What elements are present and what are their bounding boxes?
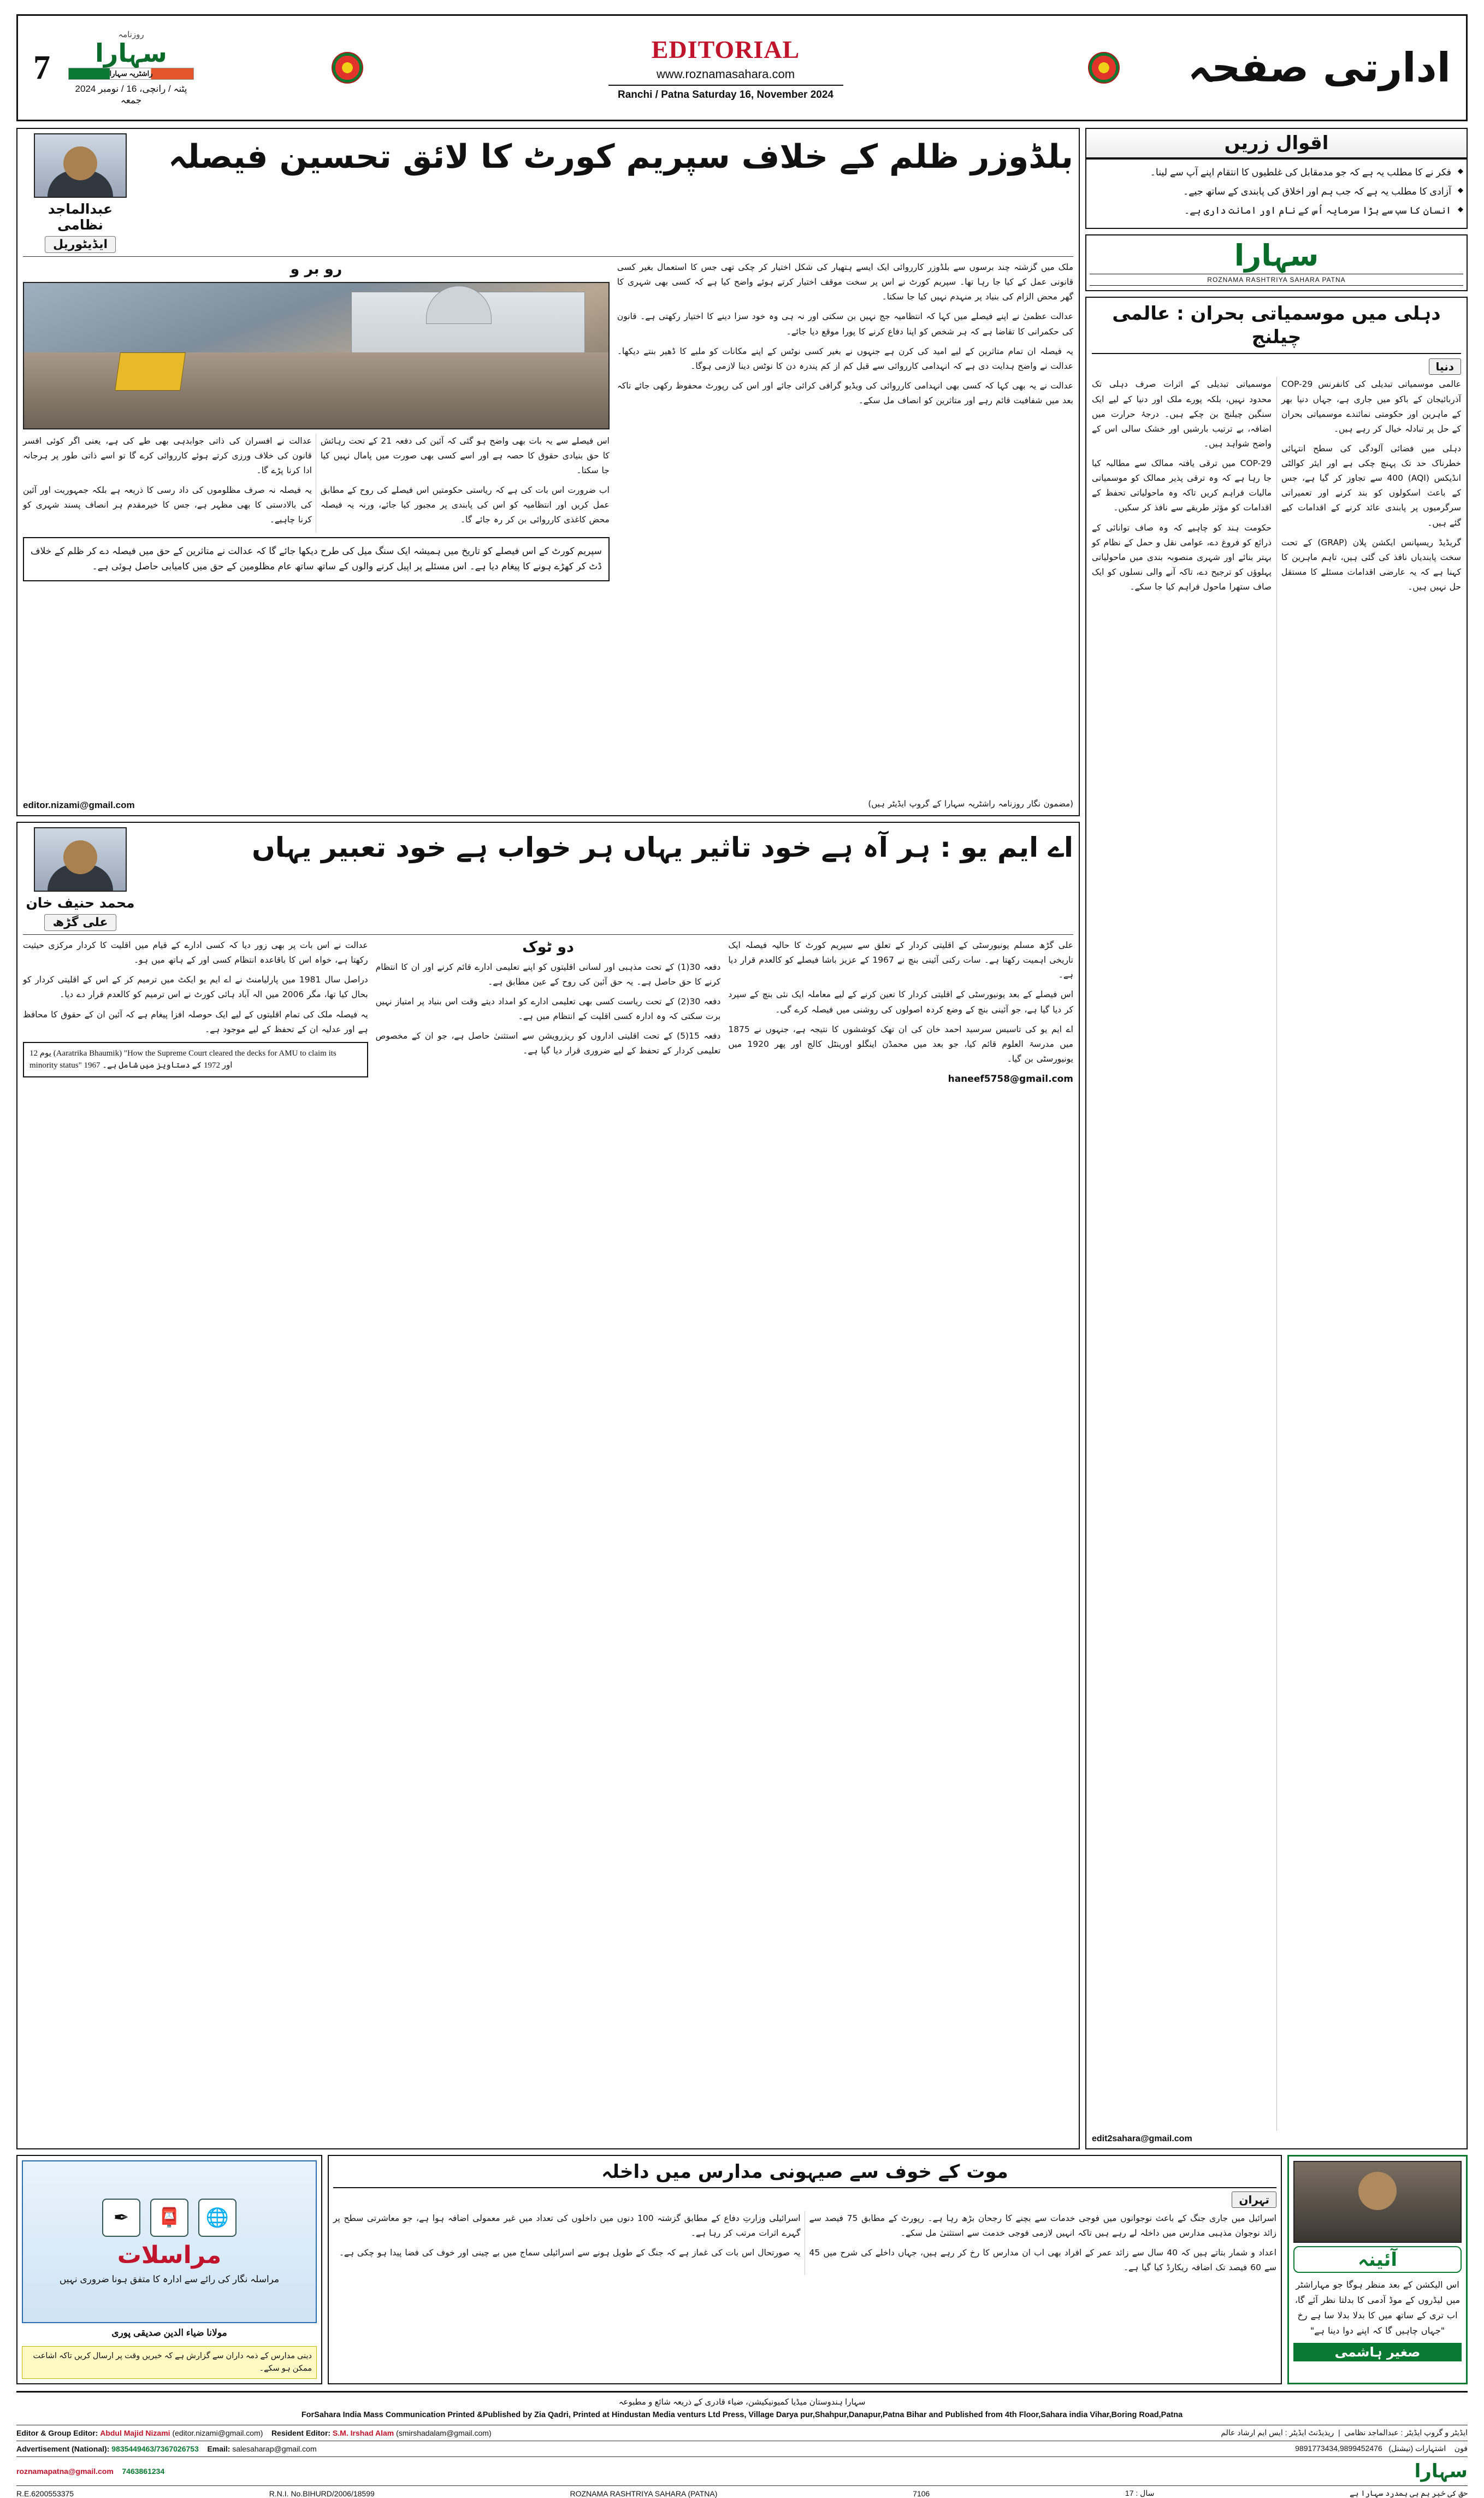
browser-icon: 🌐 <box>198 2199 237 2237</box>
murasalat-subtitle: مراسلہ نگار کی رائے سے ادارہ کا متفق ہونا ضروری نہیں <box>59 2273 280 2284</box>
paragraph: دہلی میں فضائی آلودگی کی سطح انتہائی خطرناک حد تک پہنچ چکی ہے اور ایئر کوالٹی انڈیکس (AQI) 400 سے تجاوز کر گیا ہے، جس کے باعث اسکولوں کو بند کرنے اور تعمیراتی سرگرمیوں پر پابندی عائد کرنے کے اقدامات کیے گئے ہیں۔ <box>1281 443 1461 528</box>
lead-signature: (مضمون نگار روزنامہ راشٹریہ سہارا کے گروپ ایڈیٹر ہیں) <box>868 798 1073 809</box>
divider <box>608 85 843 86</box>
logo-wordmark: سہارا <box>95 38 167 68</box>
lead-subhead: رو بر و <box>290 261 342 278</box>
aaina-column <box>1287 2155 1468 2384</box>
footer-logo: سہارا <box>1414 2460 1468 2483</box>
aaina-text: اس الیکشن کے بعد منظر ہوگا جو مہاراشٹر میں لیڈروں کے موڈ آدمی کا بدلتا نظر آئے گا، اب تری کے ساتھ میں کا بدلا بدلا سا ہے رخ "جہاں چاہیں گا کہ اپنے دوا دینا ہے" <box>1294 2279 1461 2336</box>
main-column <box>16 128 1080 2149</box>
bottom-strip <box>16 2155 1468 2384</box>
paragraph: یہ فیصلہ ملک کی تمام اقلیتوں کے لیے ایک حوصلہ افزا پیغام ہے کہ آئین ان کے حقوق کا محافظ ہے اور عدلیہ ان کے تحفظ کے لیے موجود ہے۔ <box>22 1009 368 1034</box>
amu-col-a <box>728 938 1073 2144</box>
aaina-photo <box>1293 2161 1462 2243</box>
lead-col-a <box>617 260 1073 793</box>
footer-urdu-resident: ریذیڈنٹ ایڈیٹر : ایس ایم ارشاد عالم <box>1221 2428 1334 2437</box>
footer-phone-label: فون <box>1454 2444 1468 2453</box>
author-photo <box>34 827 127 892</box>
footer-rni: R.N.I. No.BIHURD/2006/18599 <box>269 2489 375 2498</box>
madaris-title: موت کے خوف سے صیہونی مدارس میں داخلہ <box>333 2160 1276 2188</box>
amu-article <box>16 822 1080 2149</box>
murasalat-icons <box>102 2199 237 2237</box>
author-name: محمد حنیف خان <box>26 895 135 911</box>
demolition-photo <box>23 282 610 429</box>
advert-label: Advertisement (National): <box>16 2444 110 2453</box>
urdu-section-title: ادارتی صفحہ <box>1187 44 1451 91</box>
paragraph: اعداد و شمار بتاتے ہیں کہ 40 سال سے زائد عمر کے افراد بھی اب ان مدارس کا رخ کر رہے ہیں، جہاں داخلے کی شرح میں 45 سے 60 فیصد تک اضافہ ریکارڈ کیا گیا ہے۔ <box>809 2247 1276 2272</box>
aqwal-item: ◆ فکر نے کا مطلب یہ ہے کہ جو مدمقابل کی غلطیوں کا انتقام اپنے آپ سے لینا۔ <box>1090 165 1463 180</box>
sahara-subtitle: ROZNAMA RASHTRIYA SAHARA PATNA <box>1090 274 1463 286</box>
paragraph: اس فیصلے سے یہ بات بھی واضح ہو گئی کہ آئین کی دفعہ 21 کے تحت رہائش کا حق بنیادی حقوق کا حصہ ہے اور اسے کسی بھی صورت میں پامال نہیں کیا جا سکتا۔ <box>320 435 610 475</box>
amu-email-value: haneef5758@gmail.com <box>948 1074 1073 1085</box>
paragraph: اب ضرورت اس بات کی ہے کہ ریاستی حکومتیں اس فیصلے کی روح کے مطابق عمل کریں اور انتظامیہ کو اس کی پابندی پر مجبور کیا جائے، ورنہ یہ فیصلہ محض کاغذی کارروائی بن کر رہ جائے گا۔ <box>320 485 610 525</box>
paragraph: اے ایم یو کی تاسیس سرسید احمد خان کی ان تھک کوششوں کا نتیجہ ہے، جنہوں نے 1875 میں مدرسۃ العلوم قائم کیا، جو بعد میں محمڈن اینگلو اورینٹل کالج اور پھر 1920 میں یونیورسٹی بن گیا۔ <box>728 1024 1073 1064</box>
footer-email-label: Email: <box>207 2444 230 2453</box>
paragraph: دفعہ 15(5) کے تحت اقلیتی اداروں کو ریزرویشن سے استثنیٰ حاصل ہے، جو ان کے مخصوص تعلیمی کردار کے تحفظ کے لیے ضروری قرار دیا گیا ہے۔ <box>375 1031 721 1056</box>
amu-english-quote: 12 یوم (Aaratrika Bhaumik) "How the Supreme Court cleared the decks for AMU to claim its minority status" 1967 اور 1972 کے دستاویز میں شامل ہے۔ <box>23 1042 368 1077</box>
lead-article-title: بلڈوزر ظلم کے خلاف سپریم کورٹ کا لائق تحسین فیصلہ <box>168 138 1073 176</box>
aqwal-item: ◆ انسان کا سب سے بڑا سرمایہ اُس کے نام اور امانت داری ہے۔ <box>1090 203 1463 218</box>
climate-kicker: دنیا <box>1429 358 1461 375</box>
edition-line: Ranchi / Patna Saturday 16, November 2024 <box>618 89 833 101</box>
amu-col-c <box>23 938 368 2144</box>
aqwal-item: ◆ آزادی کا مطلب یہ ہے کہ جب ہم اور اخلاق کی پابندی کے ساتھ جیے۔ <box>1090 184 1463 199</box>
pen-icon: ✒ <box>102 2199 140 2237</box>
paragraph: گریڈیڈ ریسپانس ایکشن پلان (GRAP) کے تحت سخت پابندیاں نافذ کی گئی ہیں، تاہم ماہرین کا کہنا ہے کہ یہ عارضی اقدامات مسئلے کا مستقل حل نہیں ہیں۔ <box>1281 537 1461 592</box>
climate-article-body <box>1092 377 1461 2131</box>
author-name: عبدالماجد نظامی <box>48 201 113 233</box>
aqwal-list <box>1085 158 1468 229</box>
editor-name: Abdul Majid Nizami <box>100 2428 170 2437</box>
amu-subhead: دو ٹوک <box>522 939 574 956</box>
footer-advert-row <box>16 2441 1468 2453</box>
paragraph: یہ فیصلہ ان تمام متاثرین کے لیے امید کی کرن ہے جنہوں نے بغیر کسی نوٹس کے اپنے مکانات کو ملبے کا ڈھیر بنتے دیکھا۔ عدالت نے واضح ہدایت دی ہے کہ انہدامی کارروائی سے قبل کم از کم پندرہ دن کا نوٹس دینا لازمی ہوگا۔ <box>617 346 1073 371</box>
amu-col-b <box>376 938 721 2144</box>
paragraph: ملک میں گزشتہ چند برسوں سے بلڈوزر کارروائی ایک ایسے ہتھیار کی شکل اختیار کر چکی تھی جس کا استعمال بغیر کسی قانونی عمل کے کیا جا رہا تھا۔ سپریم کورٹ نے اس پر سخت موقف اختیار کرتے ہوئے واضح کیا ہے کہ کسی بھی شہری کا گھر محض الزام کی بنیاد پر منہدم نہیں کیا جا سکتا۔ <box>617 262 1073 302</box>
paragraph: COP-29 میں ترقی یافتہ ممالک سے مطالبہ کیا جا رہا ہے کہ وہ ترقی پذیر ممالک کو موسمیاتی مالیات فراہم کریں تاکہ وہ ماحولیاتی تحفظ کے اقدامات کو مؤثر طریقے سے نافذ کر سکیں۔ <box>1092 458 1272 513</box>
page-number: 7 <box>33 49 50 86</box>
aaina-title: آئینہ <box>1293 2246 1462 2273</box>
paragraph: موسمیاتی تبدیلی کے اثرات صرف دہلی تک محدود نہیں، بلکہ پورے ملک اور دنیا کے لیے ایک سنگین چیلنج بن چکے ہیں۔ درجۂ حرارت میں اضافہ، بے ترتیب بارشیں اور خشک سالی اس کے واضح شواہد ہیں۔ <box>1092 379 1272 449</box>
murasalat-ad <box>16 2155 322 2384</box>
lead-email: editor.nizami@gmail.com <box>23 800 135 810</box>
author-section: ایڈیٹوریل <box>45 236 116 253</box>
paragraph: اسرائیلی وزارتِ دفاع کے مطابق گزشتہ 100 دنوں میں داخلوں کی تعداد میں غیر معمولی اضافہ ہوا ہے، جو معاشرتی سطح پر گہرے اثرات مرتب کر رہا ہے۔ <box>333 2213 801 2238</box>
resident-editor-label: Resident Editor: <box>271 2428 331 2437</box>
amu-article-title: اے ایم یو : ہر آہ ہے خود تاثیر یہاں ہر خواب ہے خود تعبیر یہاں <box>252 832 1073 863</box>
amu-email <box>728 1071 1073 1088</box>
sahara-logo-panel <box>1085 234 1468 291</box>
footer-urdu-editor: ایڈیٹر و گروپ ایڈیٹر : عبدالماجد نظامی <box>1344 2428 1468 2437</box>
lead-article <box>16 128 1080 816</box>
paragraph: اسرائیل میں جاری جنگ کے باعث نوجوانوں میں فوجی خدمات سے بچنے کا رجحان بڑھ رہا ہے۔ رپورٹ کے مطابق 75 فیصد سے زائد نوجوان مذہبی مدارس میں داخلہ لے رہے ہیں تاکہ انہیں لازمی فوجی خدمت سے استثنیٰ مل سکے۔ <box>809 2213 1276 2238</box>
footer-urdu-line: سہارا ہندوستان میڈیا کمیونیکیشن، ضیاء قادری کے ذریعہ شائع و مطبوعہ <box>618 2397 866 2407</box>
page-footer <box>16 2391 1468 2498</box>
paragraph: یہ فیصلہ نہ صرف مظلوموں کی داد رسی کا ذریعہ ہے بلکہ جمہوریت اور آئین کی بالادستی کا بھی مظہر ہے، جس کا خیرمقدم ہر انصاف پسند شہری کو کرنا چاہیے۔ <box>23 485 312 525</box>
masthead-right <box>1127 16 1466 120</box>
footer-email-value: salesaharap@gmail.com <box>232 2444 317 2453</box>
aqwal-heading: اقوال زریں <box>1085 128 1468 158</box>
author-photo <box>34 133 127 198</box>
footer-site-row <box>16 2456 1468 2482</box>
rosette-left-group <box>332 16 363 120</box>
advert-phones: 9835449463/7367026753 <box>111 2444 199 2453</box>
aaina-signature: صغیر ہاشمی <box>1293 2343 1462 2361</box>
footer-imprint: ForSahara India Mass Communication Printed &Published by Zia Qadri, Printed at Hindustan Media venturs Ltd Press, Village Darya pur,Shahpur,Danapur,Patna Bihar and Published from 4th Floor,Sahara india Vihar,Boring Road,Patna <box>301 2411 1183 2419</box>
footer-phone-numbers: 9891773434,9899452476 <box>1295 2444 1382 2453</box>
paragraph: دراصل سال 1981 میں پارلیامنٹ نے اے ایم یو ایکٹ میں ترمیم کر کے اس کے اقلیتی کردار کو بحال کیا تھا، مگر 2006 میں الہ آباد ہائی کورٹ نے اس ترمیم کو کالعدم قرار دے دیا۔ <box>22 975 368 1000</box>
paragraph: عدالت عظمیٰ نے اپنے فیصلے میں کہا کہ انتظامیہ جج نہیں بن سکتی اور نہ ہی وہ خود سزا دینے کا اختیار رکھتی ہے۔ قانون کی حکمرانی کا تقاضا ہے کہ ہر شخص کو اپنا دفاع کرنے کا پورا موقع دیا جائے۔ <box>617 311 1073 337</box>
rubble <box>24 352 608 428</box>
madaris-kicker: تہران <box>1232 2191 1276 2208</box>
resident-editor-email: (smirshadalam@gmail.com) <box>396 2428 492 2437</box>
author-location: علی گڑھ <box>44 914 116 931</box>
mailbox-icon: 📮 <box>150 2199 188 2237</box>
footer-advert-urdu: اشتہارات (نیشنل) <box>1388 2444 1446 2453</box>
sahara-wordmark: سہارا <box>1234 238 1319 273</box>
madaris-notice: دینی مدارس کے ذمہ داران سے گزارش ہے کہ خبریں وقت پر ارسال کریں تاکہ اشاعت ممکن ہو سکے۔ <box>22 2346 317 2379</box>
rosette-right-group <box>1088 16 1120 120</box>
climate-article-title: دہلی میں موسمیاتی بحران : عالمی چیلنج <box>1092 302 1461 354</box>
paragraph: دفعہ 30(2) کے تحت ریاست کسی بھی تعلیمی ادارے کو امداد دیتے وقت اس بنیاد پر امتیاز نہیں برت سکتی کہ وہ ادارہ کسی اقلیت کے انتظام میں ہے۔ <box>375 997 721 1022</box>
footer-paper-name: ROZNAMA RASHTRIYA SAHARA (PATNA) <box>570 2489 718 2498</box>
aqwal-zarrin-panel <box>1085 128 1468 229</box>
paragraph: عالمی موسمیاتی تبدیلی کی کانفرنس COP-29 آذربائیجان کے باکو میں جاری ہے، جہاں دنیا بھر کے ماہرین اور حکومتی نمائندے موسمیاتی بحران کے حل پر تبادلہ خیال کر رہے ہیں۔ <box>1281 379 1461 434</box>
masthead <box>16 14 1468 121</box>
footer-re: R.E.6200553375 <box>16 2489 74 2498</box>
masthead-left <box>18 16 324 120</box>
website-url: www.roznamasahara.com <box>656 67 795 81</box>
rosette-icon <box>332 52 363 84</box>
masthead-logo <box>66 30 197 106</box>
madaris-body <box>333 2211 1276 2276</box>
madaris-article <box>328 2155 1282 2384</box>
murasalat-panel <box>22 2160 317 2323</box>
climate-article <box>1085 297 1468 2149</box>
footer-site-phone: 7463861234 <box>122 2466 165 2476</box>
madaris-author: مولانا ضیاء الدین صدیقی پوری <box>111 2327 227 2338</box>
resident-editor-name: S.M. Irshad Alam <box>332 2428 394 2437</box>
logo-subtitle: روزنامہ <box>118 30 144 39</box>
paragraph: عدالت نے اس بات پر بھی زور دیا کہ کسی ادارے کے قیام میں اقلیت کا کردار مرکزی حیثیت رکھتا ہے، خواہ اس کا باقاعدہ انتظام کسی اور کے ہاتھ میں ہو۔ <box>22 940 368 965</box>
logo-flag-strip: راشٹریہ سہارا <box>68 68 194 80</box>
footer-issue: 7106 <box>913 2489 930 2498</box>
rosette-icon <box>1088 52 1120 84</box>
footer-site-email: roznamapatna@gmail.com <box>16 2466 114 2476</box>
lead-article-byline <box>23 133 138 253</box>
masthead-date: پٹنہ / رانچی، 16 / نومبر 2024 جمعہ <box>75 84 187 105</box>
editor-label: Editor & Group Editor: <box>16 2428 98 2437</box>
footer-editors-row: Editor & Group Editor: Abdul Majid Nizami (editor.nizami@gmail.com) Resident Editor: S.M. Irshad Alam (smirshadalam@gmail.com) ایڈیٹر و گروپ ایڈیٹر : عبدالماجد نظامی | ریذیڈنٹ ایڈیٹر : ایس ایم ارشاد عالم <box>16 2425 1468 2437</box>
paragraph: عدالت نے یہ بھی کہا کہ کسی بھی انہدامی کارروائی کی ویڈیو گرافی کرائی جائے اور اس کی رپورٹ محفوظ رکھی جائے تاکہ بعد میں شفافیت قائم رہے اور متاثرین کو انصاف مل سکے۔ <box>617 380 1073 405</box>
climate-article-email: edit2sahara@gmail.com <box>1092 2134 1192 2143</box>
footer-year: سال : 17 <box>1125 2489 1155 2498</box>
footer-meta-row <box>16 2485 1468 2498</box>
excavator-icon <box>115 352 186 391</box>
paragraph: دفعہ 30(1) کے تحت مذہبی اور لسانی اقلیتوں کو اپنے تعلیمی ادارے قائم کرنے اور ان کا انتظام کرنے کا حق حاصل ہے۔ یہ حق آئین کی روح کے عین مطابق ہے۔ <box>375 962 721 987</box>
paragraph: حکومت ہند کو چاہیے کہ وہ صاف توانائی کے ذرائع کو فروغ دے، عوامی نقل و حمل کے نظام کو بہتر بنائے اور شہری منصوبہ بندی میں ماحولیاتی پہلوؤں کو ترجیح دے، تاکہ آنے والی نسلوں کو ایک صاف ستھرا ماحول فراہم کیا جا سکے۔ <box>1092 522 1272 592</box>
editorial-title: EDITORIAL <box>651 35 800 63</box>
editor-email: (editor.nizami@gmail.com) <box>172 2428 263 2437</box>
page-content <box>16 128 1468 2149</box>
murasalat-title: مراسلات <box>117 2241 222 2269</box>
paragraph: عدالت نے افسران کی ذاتی جوابدہی بھی طے کی ہے، یعنی اگر کوئی افسر قانون کی خلاف ورزی کرتے ہوئے کارروائی کرے گا تو اسے ذاتی طور پر ہرجانہ ادا کرنا پڑے گا۔ <box>23 435 312 475</box>
paragraph: یہ صورتحال اس بات کی غماز ہے کہ جنگ کے طویل ہونے سے اسرائیلی سماج میں بے چینی اور خوف کی فضا پیدا ہو چکی ہے۔ <box>339 2247 801 2258</box>
paragraph: اس فیصلے کے بعد یونیورسٹی کے اقلیتی کردار کا تعین کرنے کے لیے معاملہ ایک نئی بنچ کے سپرد کر دیا گیا ہے، جو آئینی بنچ کے وضع کردہ اصولوں کی روشنی میں فیصلہ کرے گی۔ <box>728 989 1073 1015</box>
right-column <box>1085 128 1468 2149</box>
paragraph: علی گڑھ مسلم یونیورسٹی کے اقلیتی کردار کے تعلق سے سپریم کورٹ کا حالیہ فیصلہ ایک تاریخی اہمیت رکھتا ہے۔ سات رکنی آئینی بنچ نے 1967 کے عزیز باشا فیصلے کو کالعدم قرار دیا ہے۔ <box>728 940 1073 980</box>
amu-article-byline <box>23 827 138 931</box>
masthead-center <box>371 16 1080 120</box>
footer-tagline: حق کی خبر ہم ہی ہمدرد سہارا ہے <box>1350 2489 1468 2498</box>
lead-col-b <box>23 260 610 793</box>
lead-pullquote: سپریم کورٹ کے اس فیصلے کو تاریخ میں ہمیشہ ایک سنگ میل کی طرح دیکھا جائے گا کہ عدالت نے متاثرین کے حق میں فیصلہ دے کر ظلم کے خلاف ڈٹ کر کھڑے ہونے کا پیغام دیا ہے۔ اس مسئلے پر اپیل کرنے والوں کے ساتھ ساتھ عام مظلومین کے حق میں کامیابی حاصل ہوئی ہے۔ <box>23 537 610 582</box>
